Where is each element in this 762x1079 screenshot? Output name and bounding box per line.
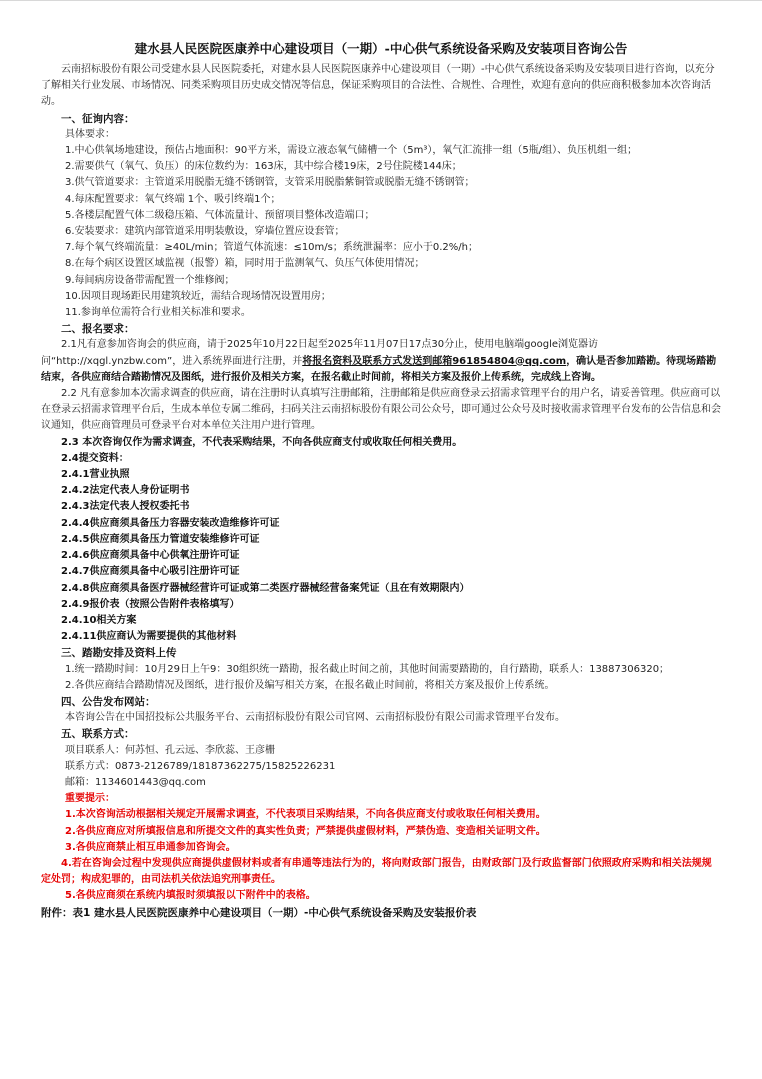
- requirement-item: 8.在每个病区设置区域监视（报警）箱，同时用于监测氧气、负压气体使用情况；: [65, 258, 425, 270]
- section-2-heading: 二、报名要求：: [61, 323, 135, 336]
- document-title: 建水县人民医院医康养中心建设项目（一期）-中心供气系统设备采购及安装项目咨询公告: [134, 41, 628, 56]
- survey-item: 1.统一踏勘时间：10月29日上午9：30组织统一踏勘，报名截止时间之前，其他时间需要踏勘的，自行踏勘，联系人：13887306320；: [65, 663, 670, 675]
- notice-heading: 重要提示：: [65, 793, 115, 805]
- notice-item: 5.各供应商须在系统内填报时须填报以下附件中的表格。: [65, 890, 316, 902]
- submission-item: 2.4.8供应商须具备医疗器械经营许可证或第二类医疗器械经营备案凭证（且在有效期限内）: [61, 582, 470, 594]
- survey-item: 2.各供应商结合踏勘情况及图纸，进行报价及编写相关方案，在报名截止时间前，将相关方案及报价上传系统。: [65, 679, 555, 691]
- requirement-item: 3.供气管道要求：主管道采用脱脂无缝不锈钢管，支管采用脱脂紫铜管或脱脂无缝不锈钢管；: [65, 177, 475, 189]
- contact-email: 邮箱：1134601443@qq.com: [65, 776, 206, 788]
- requirement-item: 10.因项目现场距民用建筑较近，需结合现场情况设置用房；: [65, 290, 331, 302]
- submission-item: 2.4.5供应商须具备压力管道安装维修许可证: [61, 533, 260, 545]
- submission-heading: 2.4提交资料：: [61, 452, 129, 464]
- submission-item: 2.4.6供应商须具备中心供氧注册许可证: [61, 550, 240, 562]
- registration-email-instruction: 将报名资料及联系方式发送到邮箱961854804@qq.com: [302, 355, 567, 367]
- section-1-heading: 一、征询内容：: [61, 112, 135, 125]
- submission-item: 2.4.2法定代表人身份证明书: [61, 485, 190, 497]
- submission-item: 2.4.1营业执照: [61, 469, 130, 481]
- requirement-item: 5.各楼层配置气体二级稳压箱、气体流量计、预留项目整体改造端口；: [65, 209, 375, 221]
- document-body: [41, 39, 721, 921]
- notice-item: 4.若在咨询会过程中发现供应商提供虚假材料或者有串通等违法行为的，将向财政部门报告，由财政部门及行政监督部门依照政府采购和相关法规规定处罚；构成犯罪的，由司法机关依法追究刑事责任。: [41, 857, 712, 886]
- contact-phone: 联系方式：0873-2126789/18187362275/15825226231: [65, 760, 336, 772]
- submission-item: 2.4.4供应商须具备压力容器安装改造维修许可证: [61, 517, 280, 529]
- notice-item: 3.各供应商禁止相互串通参加咨询会。: [65, 841, 236, 853]
- submission-item: 2.4.11供应商认为需要提供的其他材料: [61, 631, 237, 643]
- submission-item: 2.4.7供应商须具备中心吸引注册许可证: [61, 566, 240, 578]
- section-4-heading: 四、公告发布网站：: [61, 695, 156, 708]
- requirement-item: 4.每床配置要求：氧气终端 1个、吸引终端1个；: [65, 193, 281, 205]
- submission-item: 2.4.9报价表（按照公告附件表格填写）: [61, 598, 240, 610]
- intro-paragraph: 云南招标股份有限公司受建水县人民医院委托，对建水县人民医院医康养中心建设项目（一期）-中心供气系统设备采购及安装项目进行咨询，以充分了解相关行业发展、市场情况、同类采购项目历史成交情况等信息，保证采购项目的合法性、合规性、合理性，欢迎有意向的供应商积极参加本次咨询活动。: [41, 64, 715, 108]
- requirement-item: 7.每个氧气终端流量：≥40L/min；管道气体流速：≤10m/s；系统泄漏率：应小于0.2%/h；: [65, 242, 478, 254]
- requirement-item: 2.需要供气（氧气、负压）的床位数约为：163床，其中综合楼19床，2号住院楼144床；: [65, 161, 462, 173]
- registration-email-paragraph: 2.2 凡有意参加本次需求调查的供应商，请在注册时认真填写注册邮箱，注册邮箱是供应商登录云招需求管理平台的用户名，请妥善管理。供应商可以在登录云招需求管理平台后，生成本单位专属二维码，扫码关注云南招标股份有限公司公众号，即可通过公众号及时接收需求管理平台发布的公告信息和会议通知，供应商管理员可登录平台对本单位关注用户进行管理。: [41, 388, 721, 432]
- submission-item: 2.4.10相关方案: [61, 614, 137, 626]
- section-3-heading: 三、踏勘安排及资料上传: [61, 647, 177, 660]
- section-1-subheading: 具体要求：: [65, 128, 115, 140]
- registration-followup: ，确认是否参加踏勘。待现场踏勘结束，各供应商结合踏勘情况及图纸，进行报价及相关方案，在报名截止时间前，将相关方案及报价上传系统，完成线上咨询。: [41, 355, 717, 383]
- attachment-title: 附件：表1 建水县人民医院医康养中心建设项目（一期）-中心供气系统设备采购及安装报价表: [41, 906, 477, 919]
- notice-item: 2.各供应商应对所填报信息和所提交文件的真实性负责；严禁提供虚假材料，严禁伪造、变造相关证明文件。: [65, 825, 546, 837]
- survey-disclaimer: 2.3 本次咨询仅作为需求调查，不代表采购结果，不向各供应商支付或收取任何相关费用。: [61, 436, 463, 448]
- submission-item: 2.4.3法定代表人授权委托书: [61, 501, 190, 513]
- requirement-item: 6.安装要求：建筑内部管道采用明装敷设，穿墙位置应设套管；: [65, 226, 345, 238]
- notice-item: 1.本次咨询活动根据相关规定开展需求调查，不代表项目采购结果，不向各供应商支付或收取任何相关费用。: [65, 809, 546, 821]
- publication-sites: 本咨询公告在中国招投标公共服务平台、云南招标股份有限公司官网、云南招标股份有限公司需求管理平台发布。: [65, 712, 565, 724]
- section-5-heading: 五、联系方式：: [61, 728, 135, 741]
- requirement-item: 9.每间病房设备带需配置一个维修阀；: [65, 274, 235, 286]
- requirement-item: 1.中心供氧场地建设，预估占地面积：90平方米，需设立液态氧气储槽一个（5m³），氧气汇流排一组（5瓶/组）、负压机组一组；: [65, 145, 638, 157]
- requirement-item: 11.参询单位需符合行业相关标准和要求。: [65, 307, 251, 319]
- registration-paragraph: [41, 337, 721, 386]
- registration-text: 2.1凡有意参加咨询会的供应商，请于2025年10月22日起至2025年11月07日17点30分止，使用电脑端google浏览器访问“http://xqgl.ynzbw.com”，进入系统界面进行注册，并: [41, 339, 599, 367]
- contact-persons: 项目联系人：何苏恒、孔云远、李欣蕊、王彦栅: [65, 744, 275, 756]
